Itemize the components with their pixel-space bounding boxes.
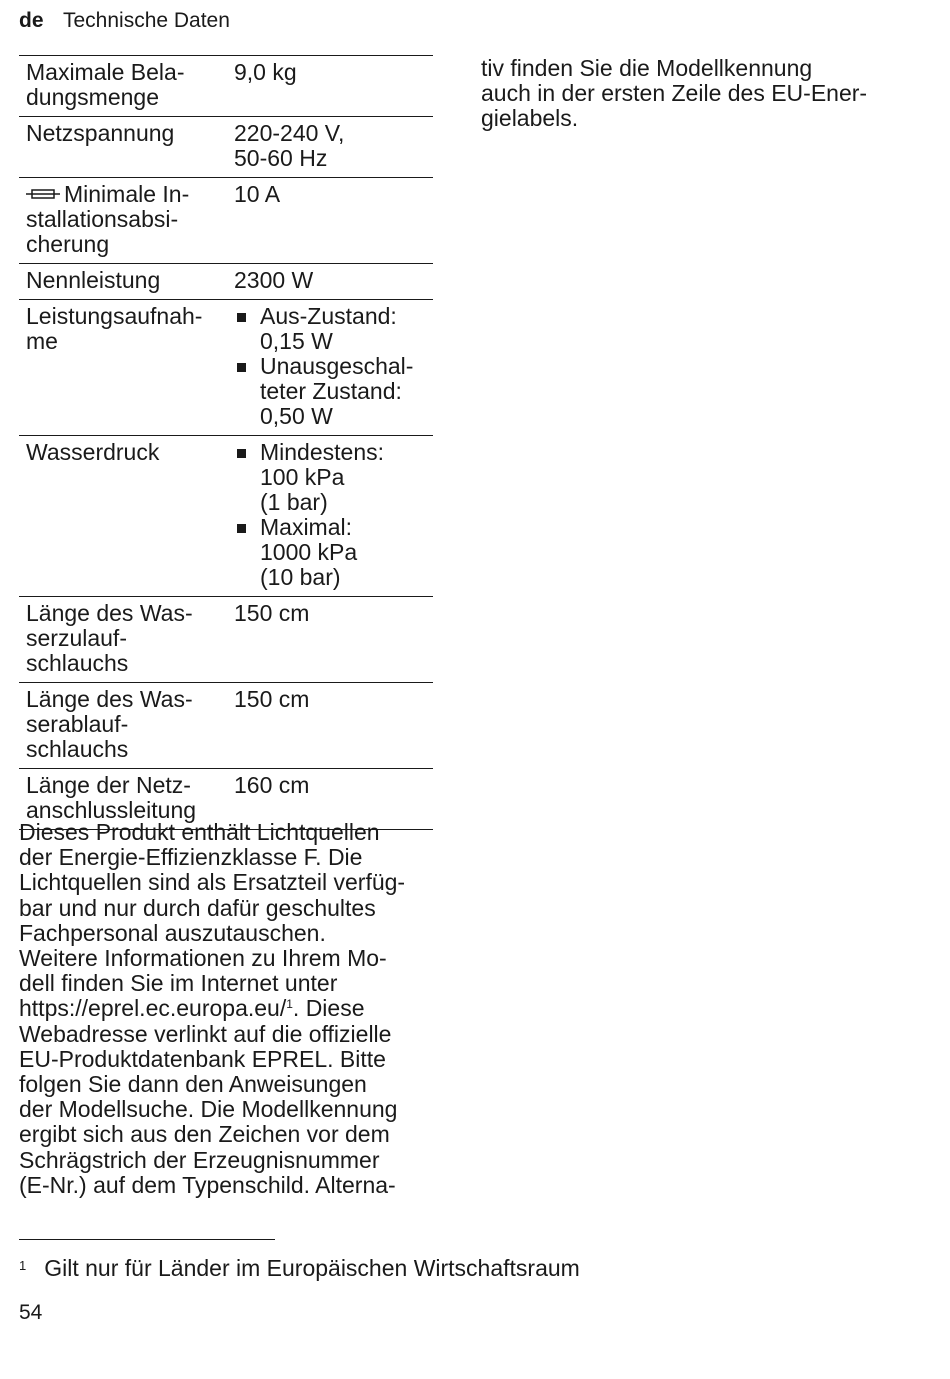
table-row (19, 597, 433, 683)
list-item: Mindestens: 100 kPa (1 bar) (234, 440, 427, 515)
table-row (19, 56, 433, 117)
technical-data-table (19, 55, 433, 830)
spec-value: 9,0 kg (226, 56, 433, 117)
bullet-square-icon (237, 363, 246, 372)
table-row (19, 683, 433, 769)
page-number: 54 (19, 1301, 43, 1324)
body-paragraph: Dieses Produkt enthält Lichtquellen der Energie-Effizienzklasse F. Die Lichtquellen sind als Ersatzteil verfüg- bar und nur durch dafür geschultes Fachpersonal auszutauschen. Weitere Informationen zu Ihrem Mo- dell finden Sie im Internet unter https://eprel.ec.europa.eu/$^1$. Diese Webadresse verlinkt auf die offizielle EU-Produktdatenbank EPREL. Bitte folgen Sie dann den Anweisungen der Modellsuche. Die Modellkennung ergibt sich aus den Zeichen vor dem Schrägstrich der Erzeugnisnummer (E-Nr.) auf dem Typenschild. Alterna- (19, 819, 406, 1198)
page-header (19, 8, 230, 34)
body-paragraph-continuation: tiv finden Sie die Modellkennung auch in der ersten Zeile des EU-Ener- gielabels. (481, 55, 868, 132)
spec-label: Maximale Bela- dungsmenge (19, 56, 226, 117)
spec-label: Netzspannung (19, 117, 226, 178)
footnote (19, 1254, 580, 1282)
footnote-mark: 1 (19, 1258, 27, 1273)
spec-label: Nennleistung (19, 264, 226, 300)
spec-label: Länge des Was- serablauf- schlauchs (19, 683, 226, 769)
bullet-list (234, 304, 427, 429)
spec-label: Länge des Was- serzulauf- schlauchs (19, 597, 226, 683)
list-item: Aus-Zustand: 0,15 W (234, 304, 427, 354)
footnote-text: Gilt nur für Länder im Europäischen Wirtschaftsraum (44, 1255, 580, 1281)
spec-value: 220-240 V, 50-60 Hz (226, 117, 433, 178)
spec-value (226, 436, 433, 597)
table-row (19, 300, 433, 436)
bullet-square-icon (237, 524, 246, 533)
list-item: Maximal: 1000 kPa (10 bar) (234, 515, 427, 590)
footnote-reference: 1 (286, 997, 293, 1012)
table-row (19, 436, 433, 597)
spec-value: 150 cm (226, 597, 433, 683)
spec-label: Leistungsaufnah- me (19, 300, 226, 436)
bullet-list (234, 440, 427, 590)
table-row (19, 117, 433, 178)
section-title: Technische Daten (62, 9, 230, 32)
language-label: de (19, 9, 44, 32)
footnote-divider (19, 1239, 275, 1240)
table-row (19, 178, 433, 264)
spec-value (226, 300, 433, 436)
list-item: Unausgeschal- teter Zustand: 0,50 W (234, 354, 427, 429)
spec-value: 150 cm (226, 683, 433, 769)
spec-value: 2300 W (226, 264, 433, 300)
table-row (19, 264, 433, 300)
spec-label: Minimale In- stallationsabsi- cherung (19, 178, 226, 264)
fuse-icon (26, 188, 60, 200)
spec-value: 10 A (226, 178, 433, 264)
spec-label: Länge der Netz- anschlussleitung (19, 769, 226, 830)
bullet-square-icon (237, 313, 246, 322)
bullet-square-icon (237, 449, 246, 458)
spec-value: 160 cm (226, 769, 433, 830)
spec-label: Wasserdruck (19, 436, 226, 597)
